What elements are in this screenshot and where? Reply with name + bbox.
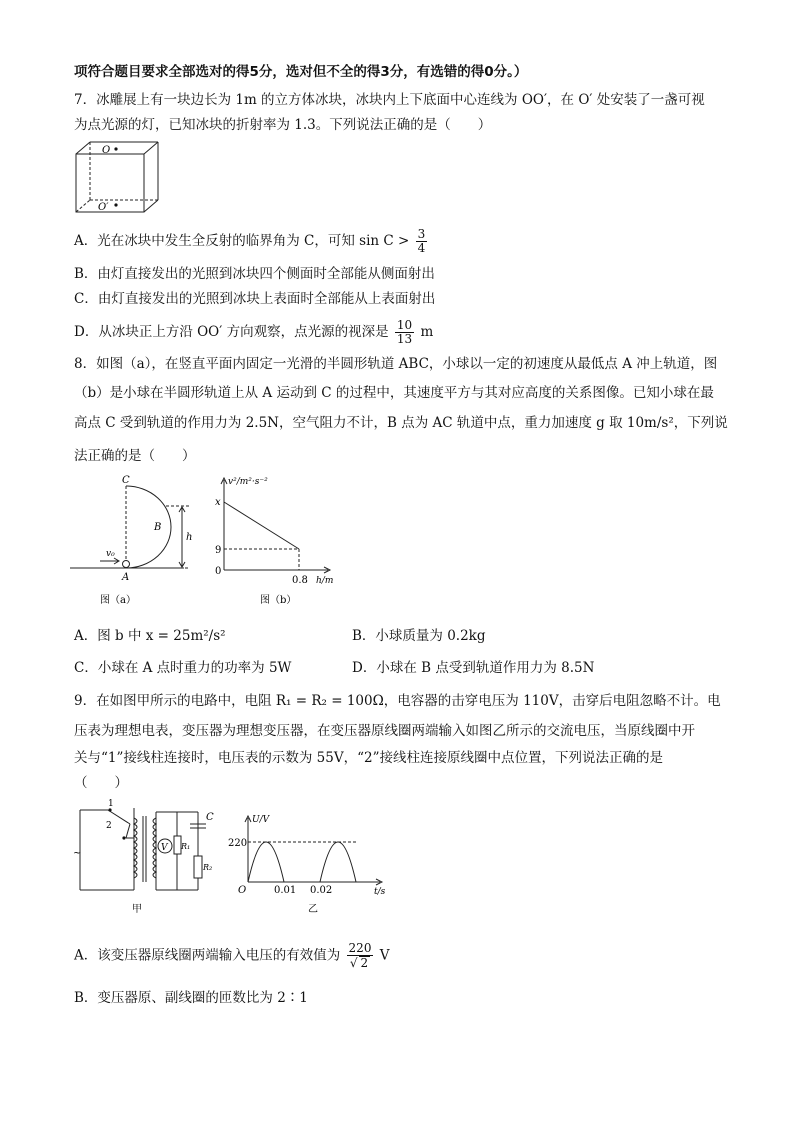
q7-option-b: B．由灯直接发出的光照到冰块四个侧面时全部能从侧面射出 (74, 266, 435, 282)
q7-d-unit: m (420, 324, 434, 340)
q9-option-b: B．变压器原、副线圈的匝数比为 2∶1 (74, 990, 308, 1006)
q9-figure-yi (228, 812, 402, 924)
q7-option-a-text: A．光在冰块中发生全反射的临界角为 C，可知 sin C > (74, 233, 410, 249)
q8-option-d: D．小球在 B 点受到轨道作用力为 8.5N (352, 660, 595, 676)
q8a-label-b: B (154, 522, 162, 533)
q7-option-d-fraction (395, 319, 414, 346)
q9-a-num: 220 (348, 941, 372, 955)
q9-a-den-radicand: 2 (360, 956, 369, 970)
q9-jia-label-1: 1 (108, 799, 114, 809)
q9-yi-label-001: 0.01 (274, 885, 297, 896)
q7-d-num: 10 (396, 318, 413, 332)
q8-option-c: C．小球在 A 点时重力的功率为 5W (74, 660, 292, 676)
q9-jia-caption: 甲 (132, 904, 142, 915)
q8-stem-2: （b）是小球在半圆形轨道上从 A 运动到 C 的过程中，其速度平方与其对应高度的关系图像。已知小球在最 (74, 385, 714, 401)
q8-figure-a (70, 474, 200, 614)
q8b-ylabel: v²/m²·s⁻² (228, 477, 268, 487)
q7-option-d (74, 319, 433, 346)
q8a-label-h: h (186, 532, 193, 543)
q7-option-a-fraction (416, 228, 428, 255)
q9-a-unit: V (379, 947, 390, 964)
q8a-label-v0: v₀ (106, 549, 115, 559)
q8b-label-9: 9 (215, 545, 222, 556)
q8b-label-x: x (215, 497, 221, 508)
q7-option-d-text: D．从冰块正上方沿 OO′ 方向观察，点光源的视深是 (74, 324, 389, 340)
q8a-label-a: A (122, 572, 130, 583)
q7-option-a (74, 228, 429, 255)
q7-d-den: 13 (396, 332, 413, 346)
q9-yi-xlabel: t/s (374, 887, 386, 897)
q8-stem-3: 高点 C 受到轨道的作用力为 2.5N，空气阻力不计，B 点为 AC 轨道中点，重力加速度 g 取 10m/s²，下列说 (74, 415, 728, 431)
q8b-caption: 图（b） (260, 595, 297, 606)
q9-option-a (74, 942, 390, 970)
q9-stem-4: （ ） (74, 775, 128, 791)
q9-jia-label-r1: R₁ (181, 842, 191, 851)
q9-jia-label-ac: ~ (73, 848, 82, 859)
q9-yi-caption: 乙 (308, 904, 318, 915)
q7-a-den: 4 (417, 241, 426, 255)
q9-option-a-text: A．该变压器原线圈两端输入电压的有效值为 (74, 947, 341, 964)
q7-label-o: O (102, 145, 111, 156)
q8-stem-4: 法正确的是（ ） (74, 448, 196, 464)
q8-option-a: A．图 b 中 x = 25m²/s² (74, 628, 226, 644)
q9-jia-label-r2: R₂ (203, 863, 213, 872)
q8-figure-b (210, 474, 345, 614)
q9-yi-label-o: O (238, 885, 247, 896)
q7-cube-figure (72, 140, 168, 216)
q9-yi-label-002: 0.02 (310, 885, 333, 896)
q8-option-b: B．小球质量为 0.2kg (352, 628, 486, 644)
q7-stem-1: 7．冰雕展上有一块边长为 1m 的立方体冰块，冰块内上下底面中心连线为 OO′，在 O′ 处安装了一盏可视 (74, 92, 705, 108)
q7-option-c: C．由灯直接发出的光照到冰块上表面时全部能从上表面射出 (74, 291, 436, 307)
q9-yi-ylabel: U/V (252, 815, 270, 825)
q9-figure-jia (70, 798, 220, 922)
header-line: 项符合题目要求全部选对的得5分，选对但不全的得3分，有选错的得0分。） (74, 64, 528, 80)
q9-jia-label-2: 2 (106, 821, 112, 831)
q9-option-a-fraction (347, 942, 374, 970)
q9-jia-label-v: V (161, 843, 168, 853)
q9-stem-3: 关与“1”接线柱连接时，电压表的示数为 55V，“2”接线柱连接原线圈中点位置，下列说法正确的是 (74, 750, 664, 766)
q7-label-o-prime: O′ (98, 202, 109, 213)
q8b-label-08: 0.8 (292, 575, 308, 586)
q9-stem-2: 压表为理想电表，变压器为理想变压器，在变压器原线圈两端输入如图乙所示的交流电压，当原线圈中开 (74, 723, 695, 739)
q8a-caption: 图（a） (100, 595, 136, 606)
q8b-label-0: 0 (215, 566, 222, 577)
q9-jia-label-c: C (206, 812, 214, 823)
q8b-xlabel: h/m (316, 576, 334, 586)
q9-stem-1: 9．在如图甲所示的电路中，电阻 R₁ = R₂ = 100Ω，电容器的击穿电压为 110V，击穿后电阻忽略不计。电 (74, 693, 721, 709)
q9-yi-label-220: 220 (228, 838, 248, 849)
q7-stem-2: 为点光源的灯，已知冰块的折射率为 1.3。下列说法正确的是（ ） (74, 117, 492, 133)
q7-a-num: 3 (417, 227, 426, 241)
q9-a-den: √ 2 (349, 956, 369, 970)
q8a-label-c: C (122, 475, 130, 486)
q8-stem-1: 8．如图（a），在竖直平面内固定一光滑的半圆形轨道 ABC，小球以一定的初速度从最低点 A 冲上轨道，图 (74, 356, 718, 372)
